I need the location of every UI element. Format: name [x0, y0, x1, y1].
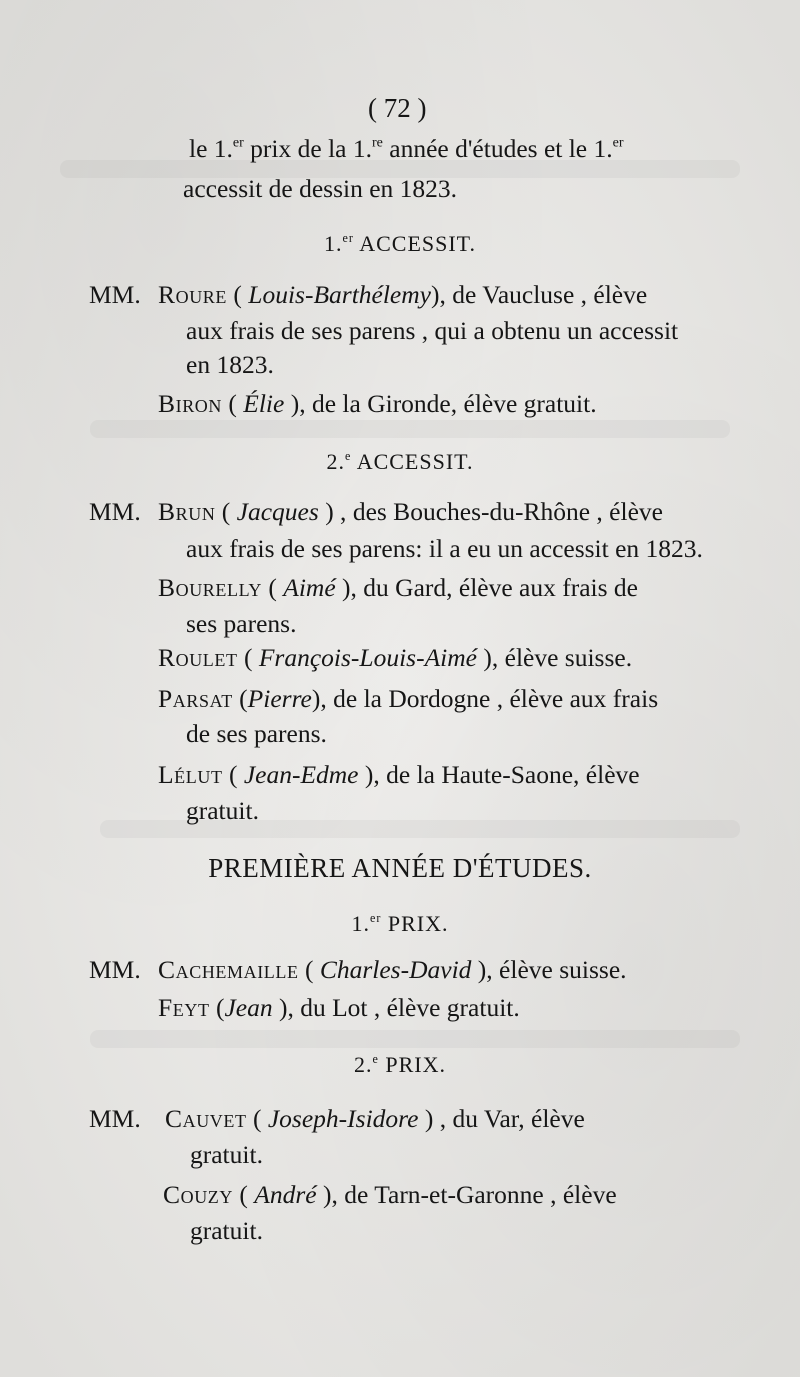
mm-label: MM. — [89, 1104, 141, 1133]
entry-line: Feyt (Jean ), du Lot , élève gratuit. — [158, 993, 520, 1022]
entry-continuation: de ses parens. — [186, 719, 327, 748]
entry-line: Lélut ( Jean-Edme ), de la Haute-Saone, élève — [158, 760, 640, 789]
entry-line: Parsat (Pierre), de la Dordogne , élève aux frais — [158, 684, 659, 713]
entry-continuation: en 1823. — [186, 350, 274, 379]
entry-line: Bourelly ( Aimé ), du Gard, élève aux frais de — [158, 573, 638, 602]
mm-label: MM. — [89, 955, 141, 984]
year-heading: PREMIÈRE ANNÉE D'ÉTUDES. — [208, 853, 592, 883]
section-heading: 2.$^e$ PRIX. — [354, 1051, 446, 1077]
entry-continuation: gratuit. — [186, 796, 259, 825]
intro-line-2: accessit de dessin en 1823. — [183, 174, 458, 203]
entry-continuation: ses parens. — [186, 609, 297, 638]
entry-line: Brun ( Jacques ) , des Bouches-du-Rhône , élève — [158, 497, 663, 526]
entry-line: Roulet ( François-Louis-Aimé ), élève suisse. — [158, 643, 633, 672]
page-number: ( 72 ) — [368, 93, 427, 123]
intro-line-1: le 1.$^{er}$ prix de la 1.$^{re}$ année d'études et le 1.$^{er}$ — [189, 134, 624, 163]
entry-line: Couzy ( André ), de Tarn-et-Garonne , élève — [163, 1180, 617, 1209]
entry-continuation: gratuit. — [190, 1216, 263, 1245]
entry-line: Biron ( Élie ), de la Gironde, élève gratuit. — [158, 389, 597, 418]
entry-continuation: aux frais de ses parens , qui a obtenu un accessit — [186, 316, 679, 345]
section-heading: 1.$^{er}$ PRIX. — [351, 910, 449, 936]
section-heading: 2.$^e$ ACCESSIT. — [326, 448, 474, 474]
entry-continuation: gratuit. — [190, 1140, 263, 1169]
entry-continuation: aux frais de ses parens: il a eu un accessit en 1823. — [186, 534, 703, 563]
section-heading: 1.$^{er}$ ACCESSIT. — [324, 230, 476, 256]
mm-label: MM. — [89, 280, 141, 309]
mm-label: MM. — [89, 497, 141, 526]
entry-line: Cachemaille ( Charles-David ), élève suisse. — [158, 955, 627, 984]
entry-line: Cauvet ( Joseph-Isidore ) , du Var, élève — [165, 1104, 585, 1133]
entry-line: Roure ( Louis-Barthélemy), de Vaucluse , élève — [158, 280, 648, 309]
bleed-through-shadow — [90, 420, 730, 438]
bleed-through-shadow — [90, 1030, 740, 1048]
